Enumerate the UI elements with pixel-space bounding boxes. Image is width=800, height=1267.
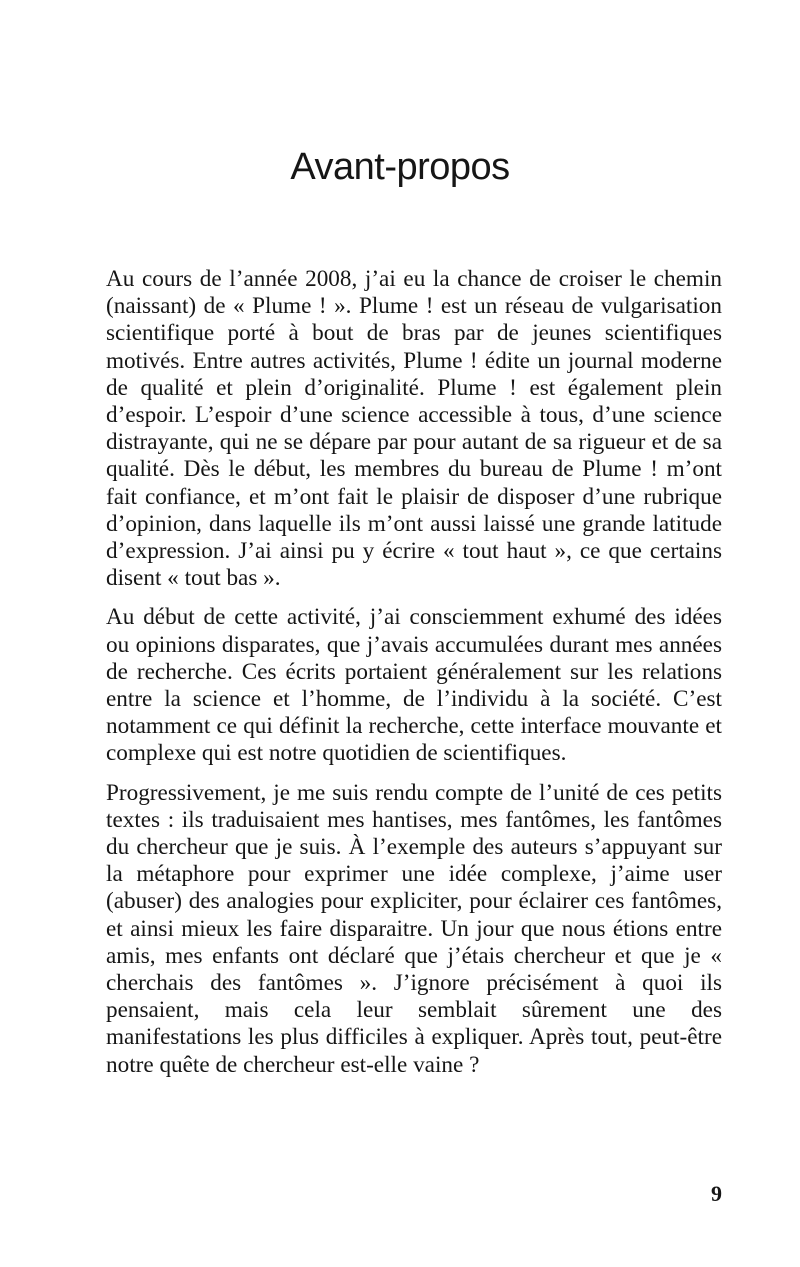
- body-text: [106, 266, 722, 1091]
- paragraph-3: Progressivement, je me suis rendu compte de l’unité de ces petits textes : ils traduisaient mes hantises, mes fantômes, les fantômes du chercheur que je suis. À l’exemple des auteurs s’appuyant sur la métaphore pour exprimer une idée complexe, j’aime user (abuser) des analogies pour expliciter, pour éclairer ces fantômes, et ainsi mieux les faire disparaitre. Un jour que nous étions entre amis, mes enfants ont déclaré que j’étais chercheur et que je « cherchais des fantômes ». J’ignore précisément à quoi ils pensaient, mais cela leur semblait sûrement une des manifestations les plus difficiles à expliquer. Après tout, peut-être notre quête de chercheur est-elle vaine ?: [106, 779, 722, 1078]
- paragraph-2: Au début de cette activité, j’ai consciemment exhumé des idées ou opinions disparates, que j’avais accumulées durant mes années de recherche. Ces écrits portaient généralement sur les relations entre la science et l’homme, de l’individu à la société. C’est notamment ce qui définit la recherche, cette interface mouvante et complexe qui est notre quotidien de scientifiques.: [106, 604, 722, 767]
- page-number: 9: [711, 1181, 722, 1206]
- paragraph-1: Au cours de l’année 2008, j’ai eu la chance de croiser le chemin (naissant) de « Plume ! ». Plume ! est un réseau de vulgarisation scientifique porté à bout de bras par de jeunes scientifiques motivés. Entre autres activités, Plume ! édite un journal moderne de qualité et plein d’originalité. Plume ! est également plein d’espoir. L’espoir d’une science accessible à tous, d’une science distrayante, qui ne se dépare par pour autant de sa rigueur et de sa qualité. Dès le début, les membres du bureau de Plume ! m’ont fait confiance, et m’ont fait le plaisir de disposer d’une rubrique d’opinion, dans laquelle ils m’ont aussi laissé une grande latitude d’expression. J’ai ainsi pu y écrire « tout haut », ce que certains disent « tout bas ».: [106, 266, 722, 592]
- page-title: Avant-propos: [290, 146, 510, 188]
